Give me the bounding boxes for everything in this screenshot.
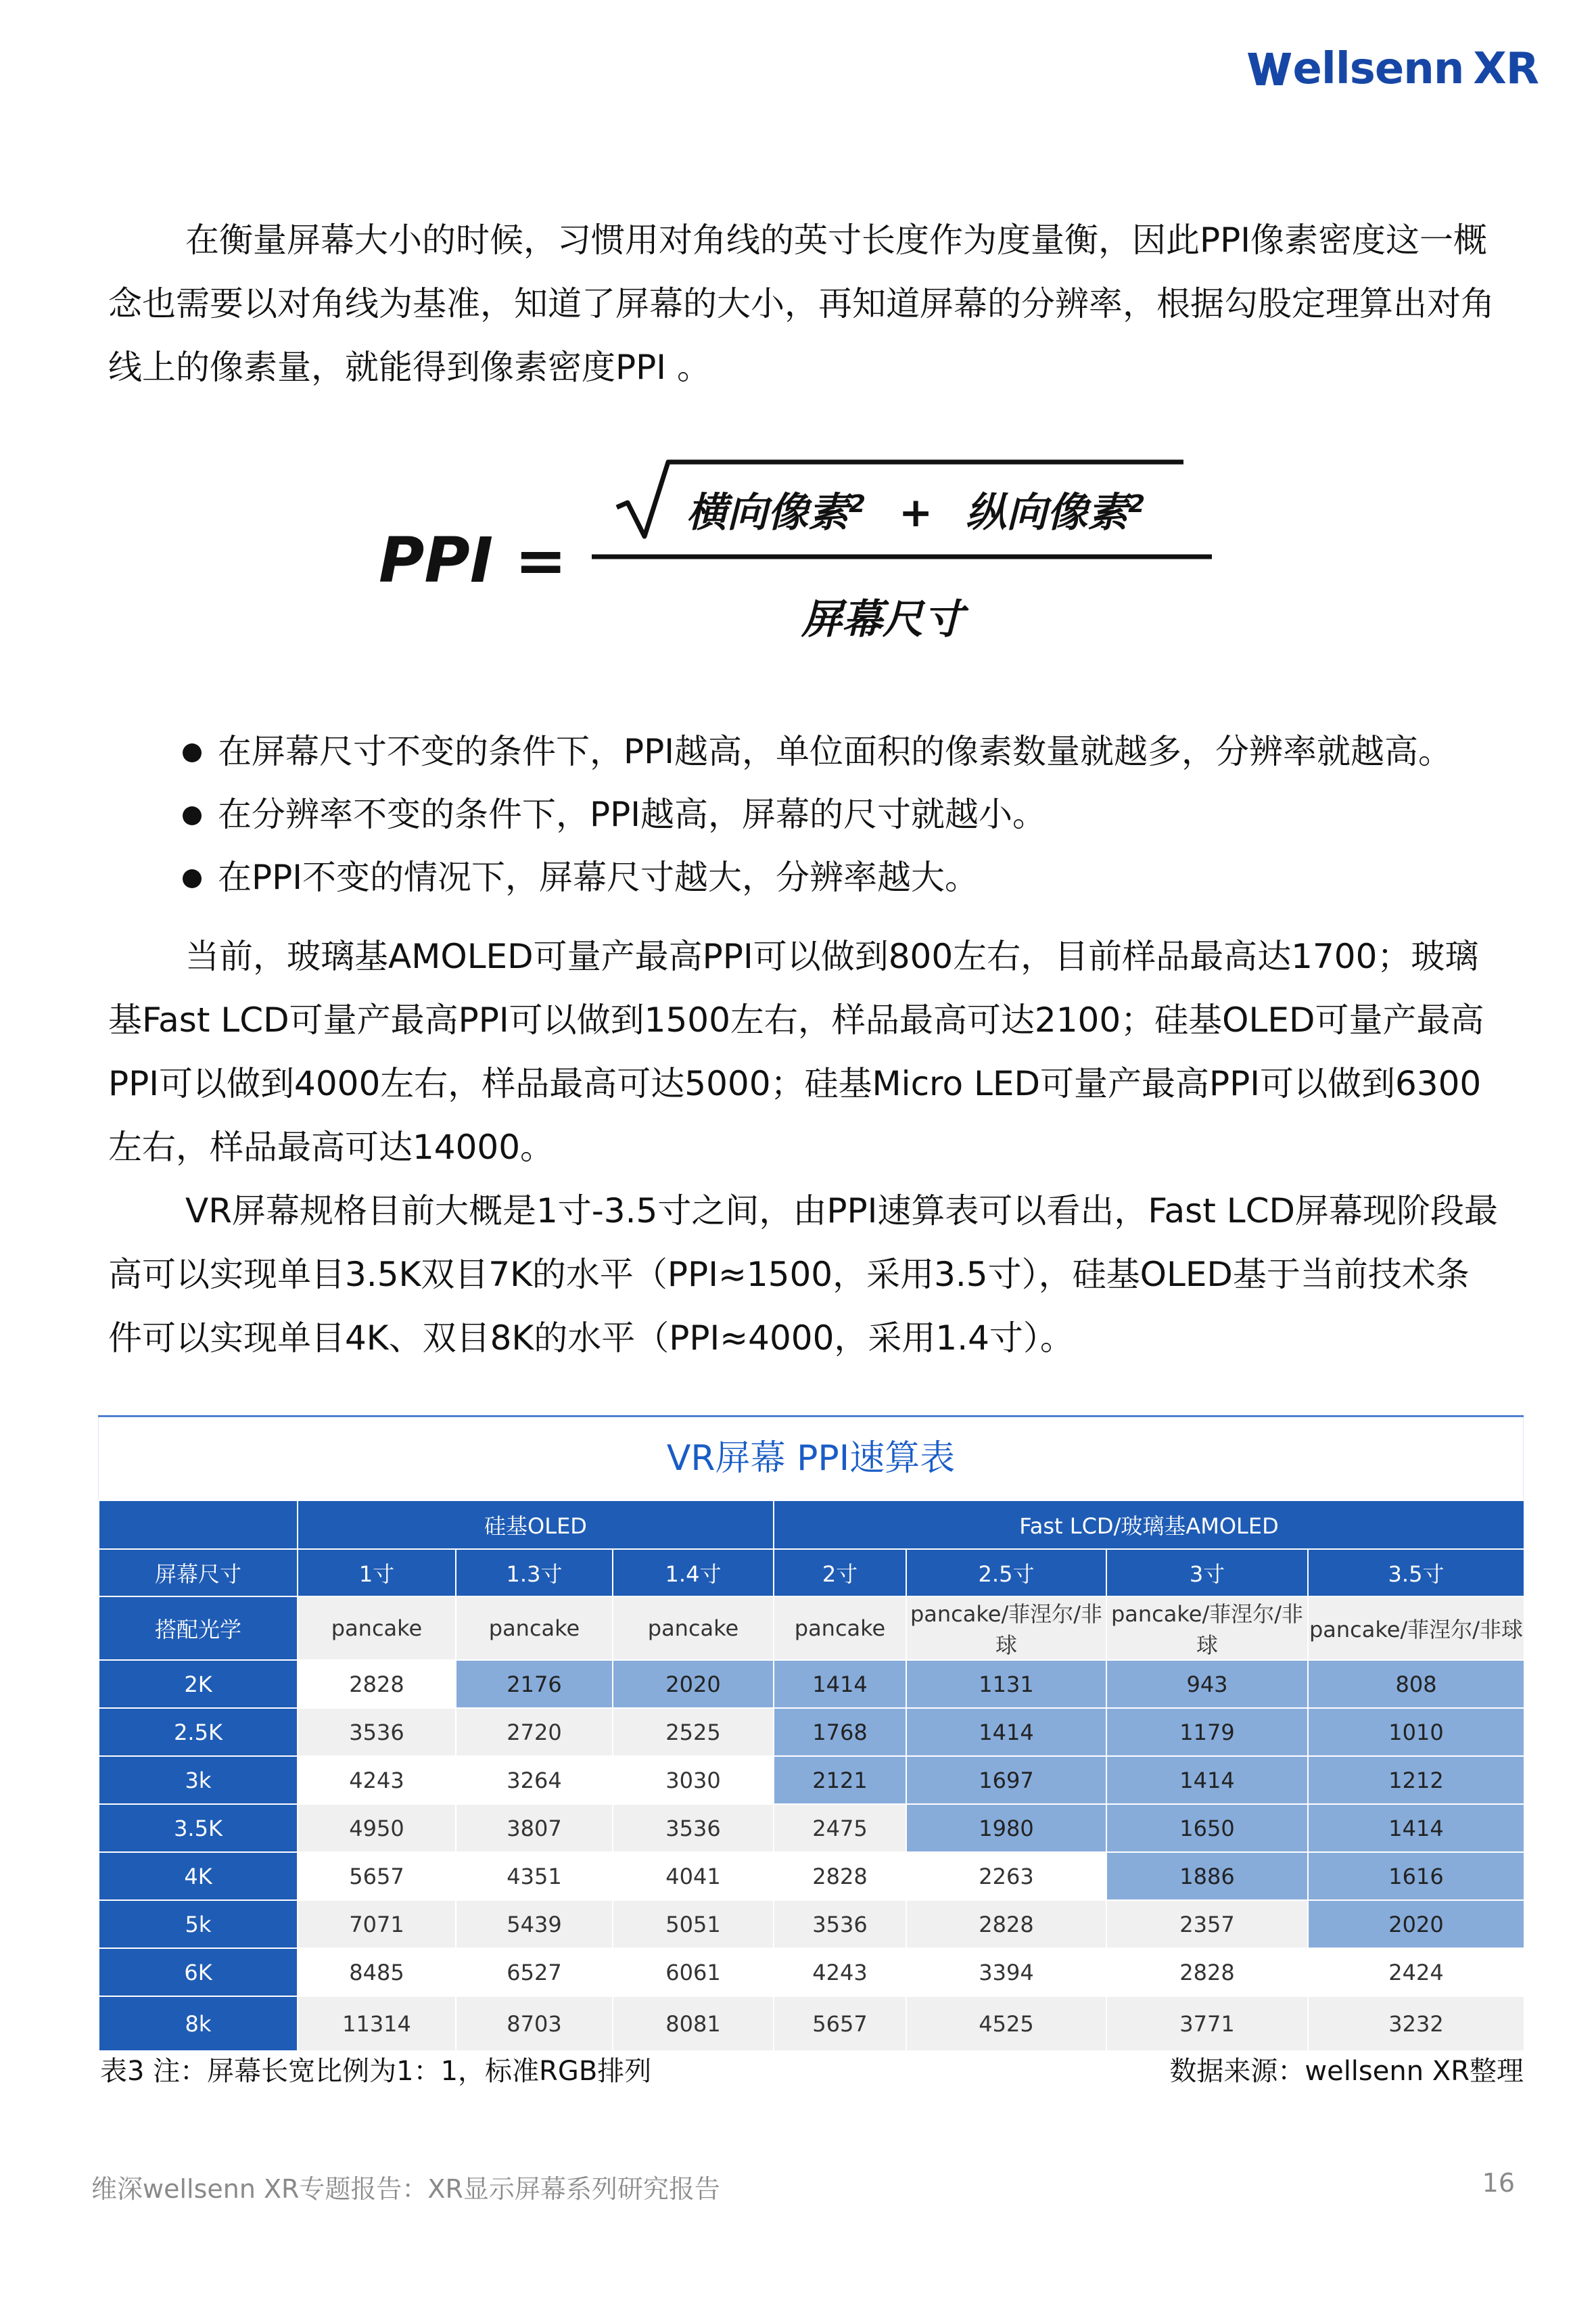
table-row [99,1756,1524,1804]
size-row [99,1549,1524,1596]
res-label: 2K [99,1660,298,1708]
vr-screen-paragraph: VR屏幕规格目前大概是1寸-3.5寸之间，由PPI速算表可以看出，Fast LCD屏幕现阶段最高可以实现单目3.5K双目7K的水平（PPI≈1500，采用3.5寸），硅基OLED基于当前技术条件可以实现单目4K、双目8K的水平（PPI≈4000，采用1.4寸）。 [108,1191,1498,1358]
table-body [99,1660,1524,2051]
bullet-dot-icon [183,743,202,762]
ppi-cell: 1650 [1106,1804,1308,1852]
ppi-cell: 4243 [774,1948,906,1996]
res-label: 3.5K [99,1804,298,1852]
formula-term-vertical: 纵向像素 [966,489,1129,536]
ppi-cell: 2828 [774,1852,906,1900]
formula-numerator [686,480,1145,538]
size-header: 3寸 [1106,1549,1308,1596]
ppi-cell: 4041 [613,1852,774,1900]
ppi-cell: 2828 [1106,1948,1308,1996]
bullet-dot-icon [183,869,202,888]
size-header: 1.4寸 [613,1549,774,1596]
ppi-cell: 4243 [298,1756,456,1804]
ppi-cell: 8485 [298,1948,456,1996]
ppi-cell: 2828 [906,1900,1106,1948]
ppi-cell: 3536 [613,1804,774,1852]
ppi-cell: 5657 [774,1996,906,2051]
ppi-cell: 4525 [906,1996,1106,2051]
bullet-dot-icon [183,806,202,825]
intro-paragraph: 在衡量屏幕大小的时候，习惯用对角线的英寸长度作为度量衡，因此PPI像素密度这一概念也需要以对角线为基准，知道了屏幕的大小，再知道屏幕的分辨率，根据勾股定理算出对角线上的像素量，就能得到像素密度PPI 。 [108,221,1495,387]
wellsenn-w-mark-icon [1248,49,1291,89]
formula-denominator: 屏幕尺寸 [801,596,964,643]
ppi-cell: 2263 [906,1852,1106,1900]
ppi-cell: 3536 [298,1708,456,1756]
ppi-cell: 943 [1106,1660,1308,1708]
ppi-cell: 1414 [1106,1756,1308,1804]
size-header: 2寸 [774,1549,906,1596]
optics-cell: pancake [774,1596,906,1660]
table-note: 表3 注：屏幕长宽比例为1：1，标准RGB排列 [100,2056,652,2087]
formula-plus: + [898,489,933,536]
ppi-cell: 11314 [298,1996,456,2051]
ppi-cell: 1414 [1308,1804,1524,1852]
ppi-cell: 7071 [298,1900,456,1948]
group-header-silicon-oled: 硅基OLED [298,1500,774,1549]
ppi-formula [379,443,1224,660]
ppi-cell: 2475 [774,1804,906,1852]
bullet-text: 在PPI不变的情况下，屏幕尺寸越大，分辨率越大。 [218,858,979,897]
logo-word: ellsenn [1292,44,1464,94]
ppi-cell: 2357 [1106,1900,1308,1948]
size-header: 1寸 [298,1549,456,1596]
size-header: 2.5寸 [906,1549,1106,1596]
optics-row [99,1596,1524,1660]
ppi-cell: 2828 [298,1660,456,1708]
res-label: 8k [99,1996,298,2051]
bullet-item [183,720,1452,783]
table-row [99,1660,1524,1708]
res-label: 4K [99,1852,298,1900]
ppi-cell: 8081 [613,1996,774,2051]
ppi-cell: 4950 [298,1804,456,1852]
ppi-cell: 3771 [1106,1996,1308,2051]
optics-cell: pancake [613,1596,774,1660]
optics-cell: pancake/菲涅尔/非球 [1106,1596,1308,1660]
optics-cell: pancake/菲涅尔/非球 [906,1596,1106,1660]
formula-exponent-1: 2 [849,490,866,518]
res-label: 2.5K [99,1708,298,1756]
ppi-cell: 1131 [906,1660,1106,1708]
ppi-cell: 1768 [774,1708,906,1756]
size-label: 屏幕尺寸 [99,1549,298,1596]
ppi-cell: 2424 [1308,1948,1524,1996]
wellsenn-xr-logo [1248,42,1539,96]
group-header-lcd-amoled: Fast LCD/玻璃基AMOLED [774,1500,1524,1549]
ppi-table [98,1500,1525,2052]
ppi-cell: 2525 [613,1708,774,1756]
logo-xr: XR [1473,44,1539,94]
optics-cell: pancake [298,1596,456,1660]
ppi-cell: 2121 [774,1756,906,1804]
optics-cell: pancake [456,1596,613,1660]
ppi-cell: 4351 [456,1852,613,1900]
current-ppi-paragraph: 当前，玻璃基AMOLED可量产最高PPI可以做到800左右，目前样品最高达1700；玻璃基Fast LCD可量产最高PPI可以做到1500左右，样品最高可达2100；硅基OLED可量产最高PPI可以做到4000左右，样品最高可达5000；硅基Micro LED可量产最高PPI可以做到6300左右，样品最高可达14000。 [108,937,1484,1167]
ppi-cell: 1697 [906,1756,1106,1804]
ppi-cell: 1212 [1308,1756,1524,1804]
ppi-cell: 1886 [1106,1852,1308,1900]
page-number: 16 [1482,2168,1515,2198]
ppi-cell: 8703 [456,1996,613,2051]
table-row [99,1708,1524,1756]
ppi-cell: 1010 [1308,1708,1524,1756]
bullet-text: 在屏幕尺寸不变的条件下，PPI越高，单位面积的像素数量就越多，分辨率就越高。 [218,732,1453,771]
res-label: 5k [99,1900,298,1948]
table-row [99,1804,1524,1852]
table-source: 数据来源：wellsenn XR整理 [1169,2056,1524,2087]
ppi-cell: 1179 [1106,1708,1308,1756]
ppi-cell: 2020 [613,1660,774,1708]
res-label: 6K [99,1948,298,1996]
ppi-cell: 6061 [613,1948,774,1996]
ppi-cell: 1414 [774,1660,906,1708]
ppi-cell: 2720 [456,1708,613,1756]
ppi-cell: 3394 [906,1948,1106,1996]
table-row [99,1852,1524,1900]
size-header: 3.5寸 [1308,1549,1524,1596]
ppi-cell: 3264 [456,1756,613,1804]
bullet-text: 在分辨率不变的条件下，PPI越高，屏幕的尺寸就越小。 [218,795,1047,834]
bullet-item [183,846,1452,909]
table-row [99,1996,1524,2051]
footer-report-title: 维深wellsenn XR专题报告：XR显示屏幕系列研究报告 [91,2174,720,2204]
bullet-item [183,783,1452,846]
ppi-cell: 3536 [774,1900,906,1948]
ppi-cell: 3807 [456,1804,613,1852]
ppi-cell: 3030 [613,1756,774,1804]
table-title: VR屏幕 PPI速算表 [98,1417,1524,1500]
ppi-cell: 5051 [613,1900,774,1948]
optics-cell: pancake/菲涅尔/非球 [1308,1596,1524,1660]
group-header-row [99,1500,1524,1549]
ppi-cell: 5439 [456,1900,613,1948]
ppi-cell: 3232 [1308,1996,1524,2051]
formula-lhs: PPI = [379,524,567,597]
table-row [99,1948,1524,1996]
res-label: 3k [99,1756,298,1804]
optics-label: 搭配光学 [99,1596,298,1660]
table-row [99,1900,1524,1948]
corner-cell [99,1500,298,1549]
formula-term-horizontal: 横向像素 [686,489,849,536]
formula-exponent-2: 2 [1128,490,1146,518]
ppi-cell: 808 [1308,1660,1524,1708]
size-header: 1.3寸 [456,1549,613,1596]
ppi-table-box [98,1415,1524,2048]
ppi-cell: 6527 [456,1948,613,1996]
bullet-list [183,720,1452,909]
ppi-cell: 1414 [906,1708,1106,1756]
ppi-cell: 2020 [1308,1900,1524,1948]
ppi-cell: 5657 [298,1852,456,1900]
ppi-cell: 1616 [1308,1852,1524,1900]
ppi-cell: 2176 [456,1660,613,1708]
ppi-cell: 1980 [906,1804,1106,1852]
